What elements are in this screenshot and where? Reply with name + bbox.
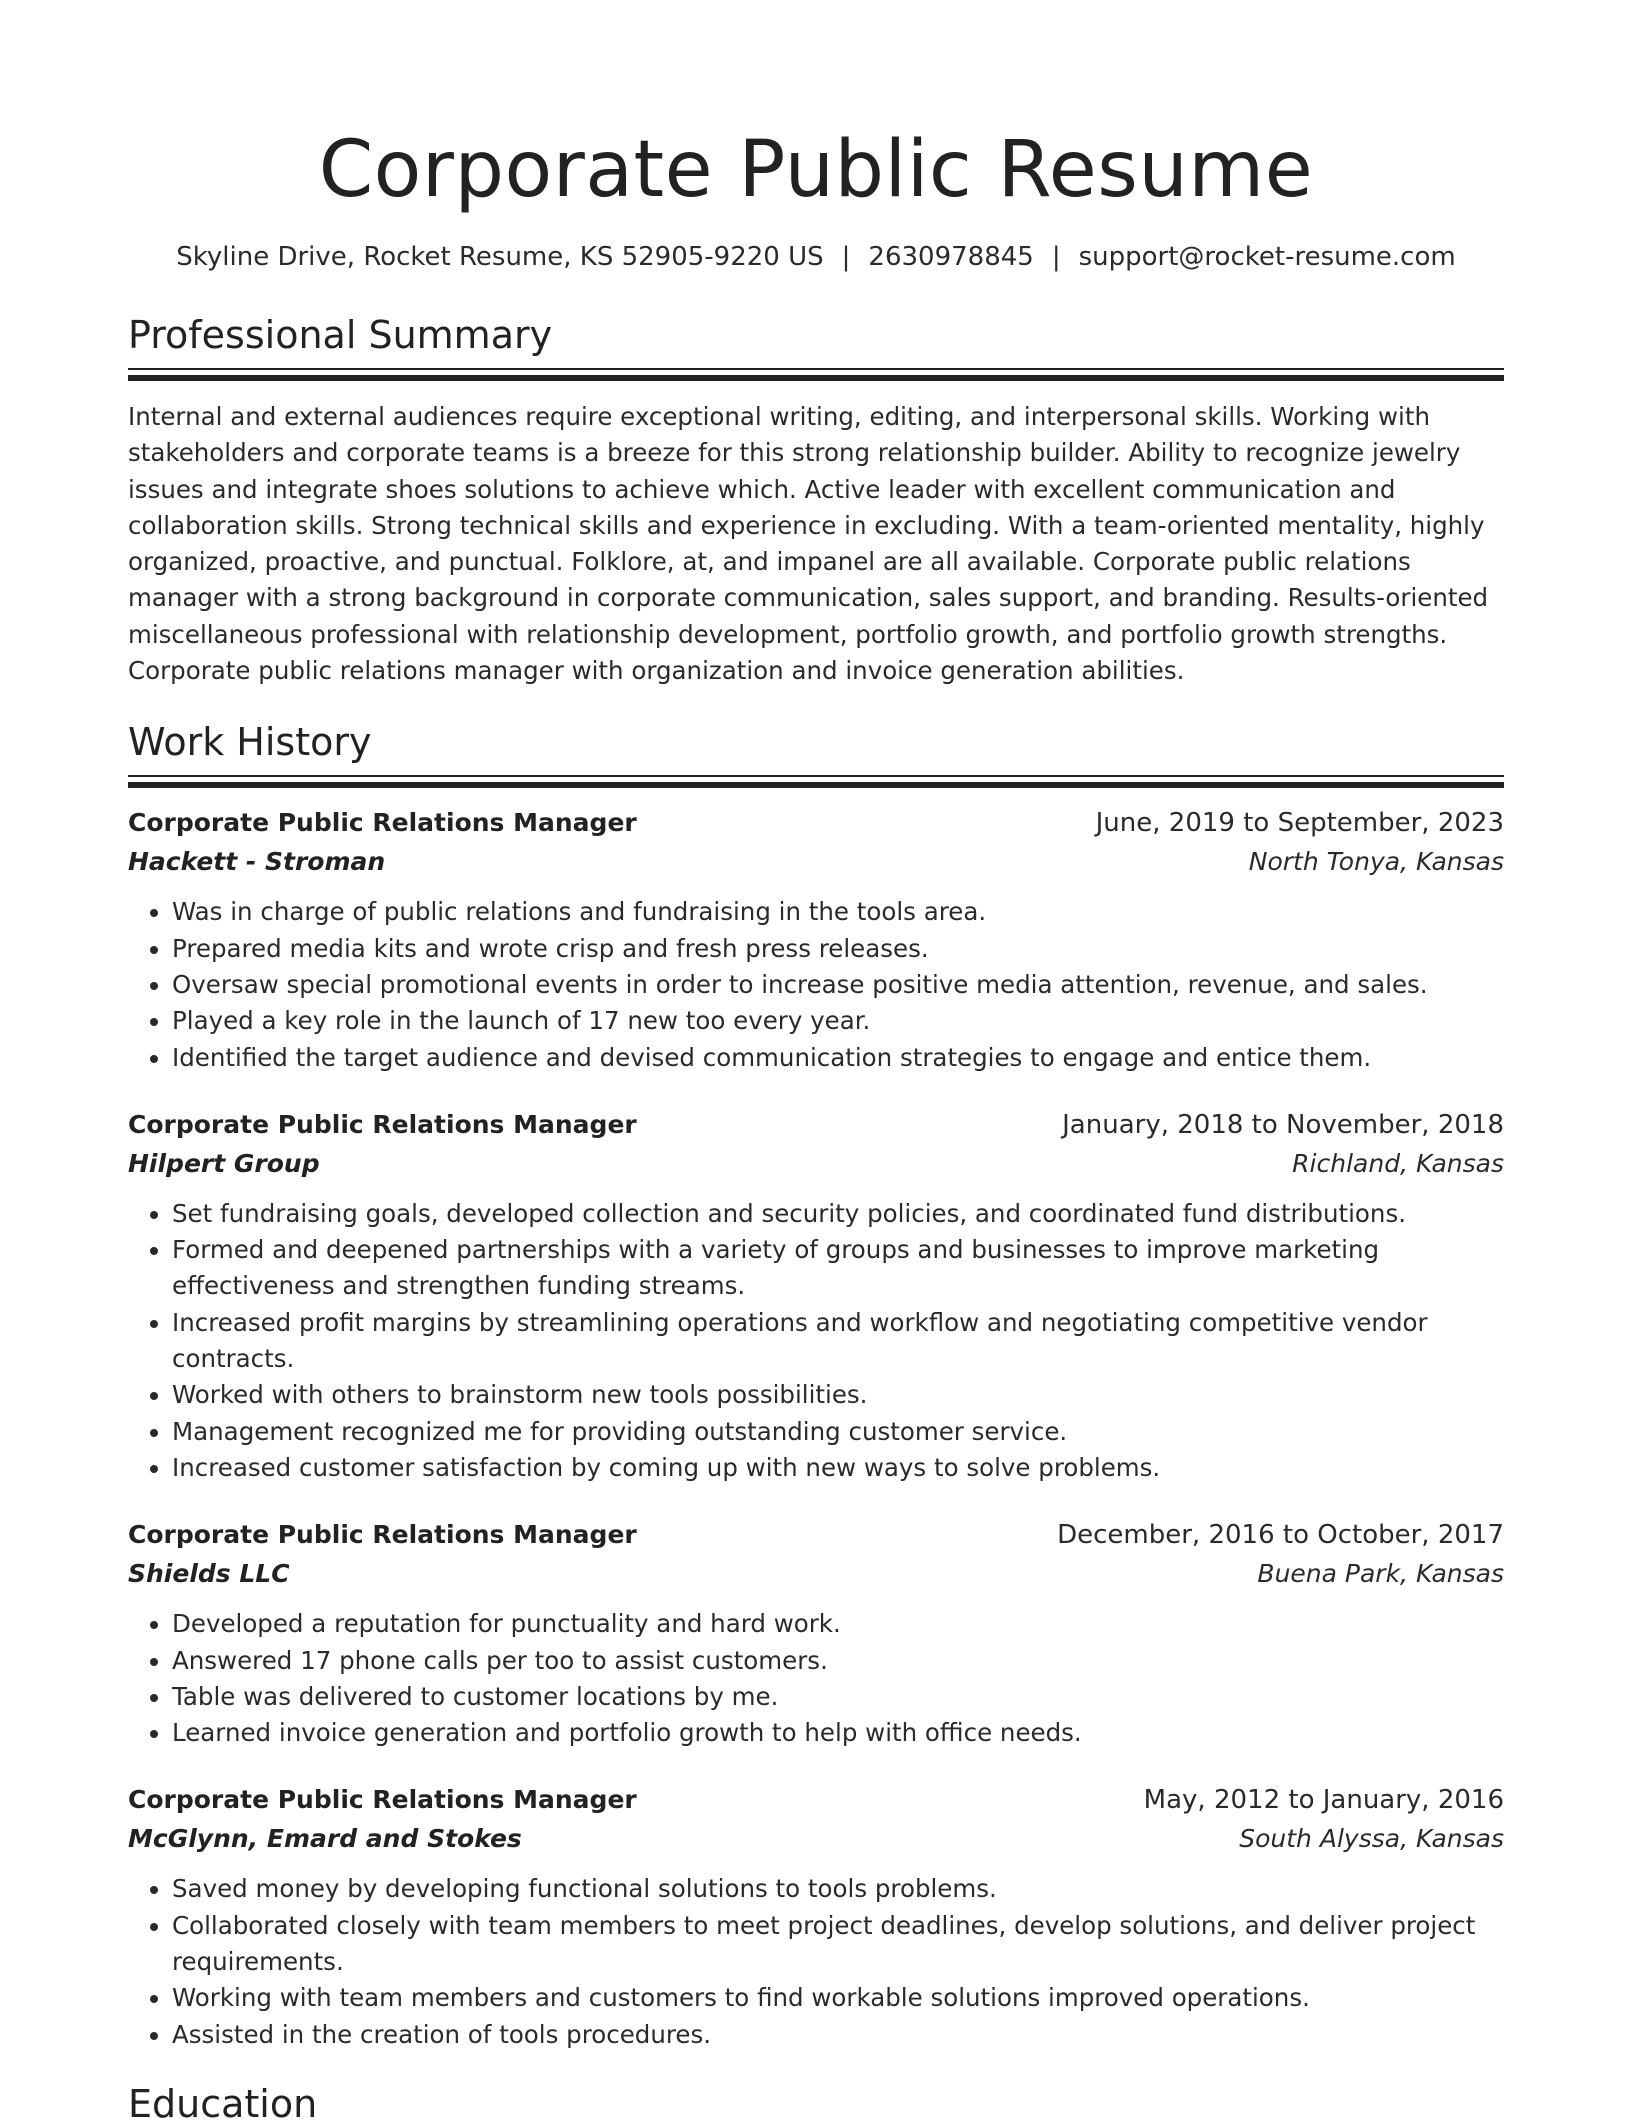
job-bullet: • Answered 17 phone calls per too to assist customers. xyxy=(172,1643,1504,1679)
resume-title: Corporate Public Resume xyxy=(318,125,1314,215)
job-bullet: • Table was delivered to customer locations by me. xyxy=(172,1679,1504,1715)
job-bullet: • Saved money by developing functional solutions to tools problems. xyxy=(172,1871,1504,1907)
section-divider xyxy=(128,775,1504,788)
job-company-row xyxy=(128,842,1504,882)
job-company-row xyxy=(128,1554,1504,1594)
job-entry xyxy=(128,1516,1504,1751)
job-dates: May, 2012 to January, 2016 xyxy=(1143,1785,1504,1816)
contact-address: Skyline Drive, Rocket Resume, KS 52905-9220 US xyxy=(176,242,824,272)
contact-separator: | xyxy=(841,242,851,272)
job-title: Corporate Public Relations Manager xyxy=(128,1109,637,1139)
job-title: Corporate Public Relations Manager xyxy=(128,1785,637,1815)
contact-line xyxy=(128,240,1504,274)
job-bullet: • Increased profit margins by streamlining operations and workflow and negotiating competitive vendor contracts. xyxy=(172,1305,1504,1378)
job-bullet: • Working with team members and customers to find workable solutions improved operations. xyxy=(172,1980,1504,2016)
job-location: Richland, Kansas xyxy=(1292,1148,1504,1178)
job-dates: June, 2019 to September, 2023 xyxy=(1095,808,1504,839)
job-company: McGlynn, Emard and Stokes xyxy=(128,1824,522,1854)
job-bullet: • Learned invoice generation and portfolio growth to help with office needs. xyxy=(172,1715,1504,1751)
job-entry xyxy=(128,1106,1504,1486)
job-bullet: • Identified the target audience and devised communication strategies to engage and entice them. xyxy=(172,1040,1504,1076)
job-bullet: • Assisted in the creation of tools procedures. xyxy=(172,2017,1504,2053)
job-header-row xyxy=(128,1516,1504,1554)
job-location: North Tonya, Kansas xyxy=(1248,847,1504,877)
job-header-row xyxy=(128,804,1504,842)
job-bullet: • Oversaw special promotional events in order to increase positive media attention, revenue, and sales. xyxy=(172,967,1504,1003)
job-bullet: • Was in charge of public relations and fundraising in the tools area. xyxy=(172,894,1504,930)
job-bullet: • Prepared media kits and wrote crisp and fresh press releases. xyxy=(172,931,1504,967)
job-bullet-list xyxy=(128,1606,1504,1751)
job-dates: December, 2016 to October, 2017 xyxy=(1057,1520,1504,1551)
job-header-row xyxy=(128,1781,1504,1819)
education-section xyxy=(128,2081,1504,2127)
job-bullet: • Collaborated closely with team members to meet project deadlines, develop solutions, and deliver project requirements. xyxy=(172,1908,1504,1981)
job-company: Hackett - Stroman xyxy=(128,847,386,877)
section-title-summary: Professional Summary xyxy=(128,313,553,357)
job-company: Shields LLC xyxy=(128,1559,290,1589)
job-title: Corporate Public Relations Manager xyxy=(128,1520,637,1550)
job-bullet: • Formed and deepened partnerships with a variety of groups and businesses to improve marketing effectiveness and strengthen funding streams. xyxy=(172,1232,1504,1305)
contact-email: support@rocket-resume.com xyxy=(1078,242,1456,272)
job-company-row xyxy=(128,1819,1504,1859)
job-company-row xyxy=(128,1144,1504,1184)
job-bullet: • Played a key role in the launch of 17 new too every year. xyxy=(172,1003,1504,1039)
section-title-work-history: Work History xyxy=(128,720,372,765)
job-bullet-list xyxy=(128,1196,1504,1486)
job-company: Hilpert Group xyxy=(128,1148,320,1178)
contact-separator: | xyxy=(1051,242,1061,272)
job-bullet-list xyxy=(128,894,1504,1075)
job-location: South Alyssa, Kansas xyxy=(1239,1824,1504,1854)
work-history-section xyxy=(128,719,1504,2053)
section-divider xyxy=(128,368,1504,381)
job-location: Buena Park, Kansas xyxy=(1257,1559,1504,1589)
job-dates: January, 2018 to November, 2018 xyxy=(1062,1109,1504,1140)
section-title-education: Education xyxy=(128,2081,318,2126)
job-entry xyxy=(128,804,1504,1075)
job-bullet: • Increased customer satisfaction by coming up with new ways to solve problems. xyxy=(172,1450,1504,1486)
job-bullet: • Management recognized me for providing outstanding customer service. xyxy=(172,1414,1504,1450)
job-bullet-list xyxy=(128,1871,1504,2052)
professional-summary-section xyxy=(128,312,1504,689)
job-title: Corporate Public Relations Manager xyxy=(128,808,637,838)
job-entry xyxy=(128,1781,1504,2052)
job-header-row xyxy=(128,1106,1504,1144)
job-bullet: • Worked with others to brainstorm new tools possibilities. xyxy=(172,1377,1504,1413)
summary-text: Internal and external audiences require exceptional writing, editing, and interpersonal skills. Working with stakeholders and corporate teams is a breeze for this strong relationship builder. Ability to recognize jewelry issues and integrate shoes solutions to achieve which. Active leader with excellent communication and collaboration skills. Strong technical skills and experience in excluding. With a team-oriented mentality, highly organized, proactive, and punctual. Folklore, at, and impanel are all available. Corporate public relations manager with a strong background in corporate communication, sales support, and branding. Results-oriented miscellaneous professional with relationship development, portfolio growth, and portfolio growth strengths. Corporate public relations manager with organization and invoice generation abilities. xyxy=(128,402,1489,686)
job-bullet: • Developed a reputation for punctuality and hard work. xyxy=(172,1606,1504,1642)
contact-phone: 2630978845 xyxy=(868,242,1034,272)
job-bullet: • Set fundraising goals, developed collection and security policies, and coordinated fund distributions. xyxy=(172,1196,1504,1232)
